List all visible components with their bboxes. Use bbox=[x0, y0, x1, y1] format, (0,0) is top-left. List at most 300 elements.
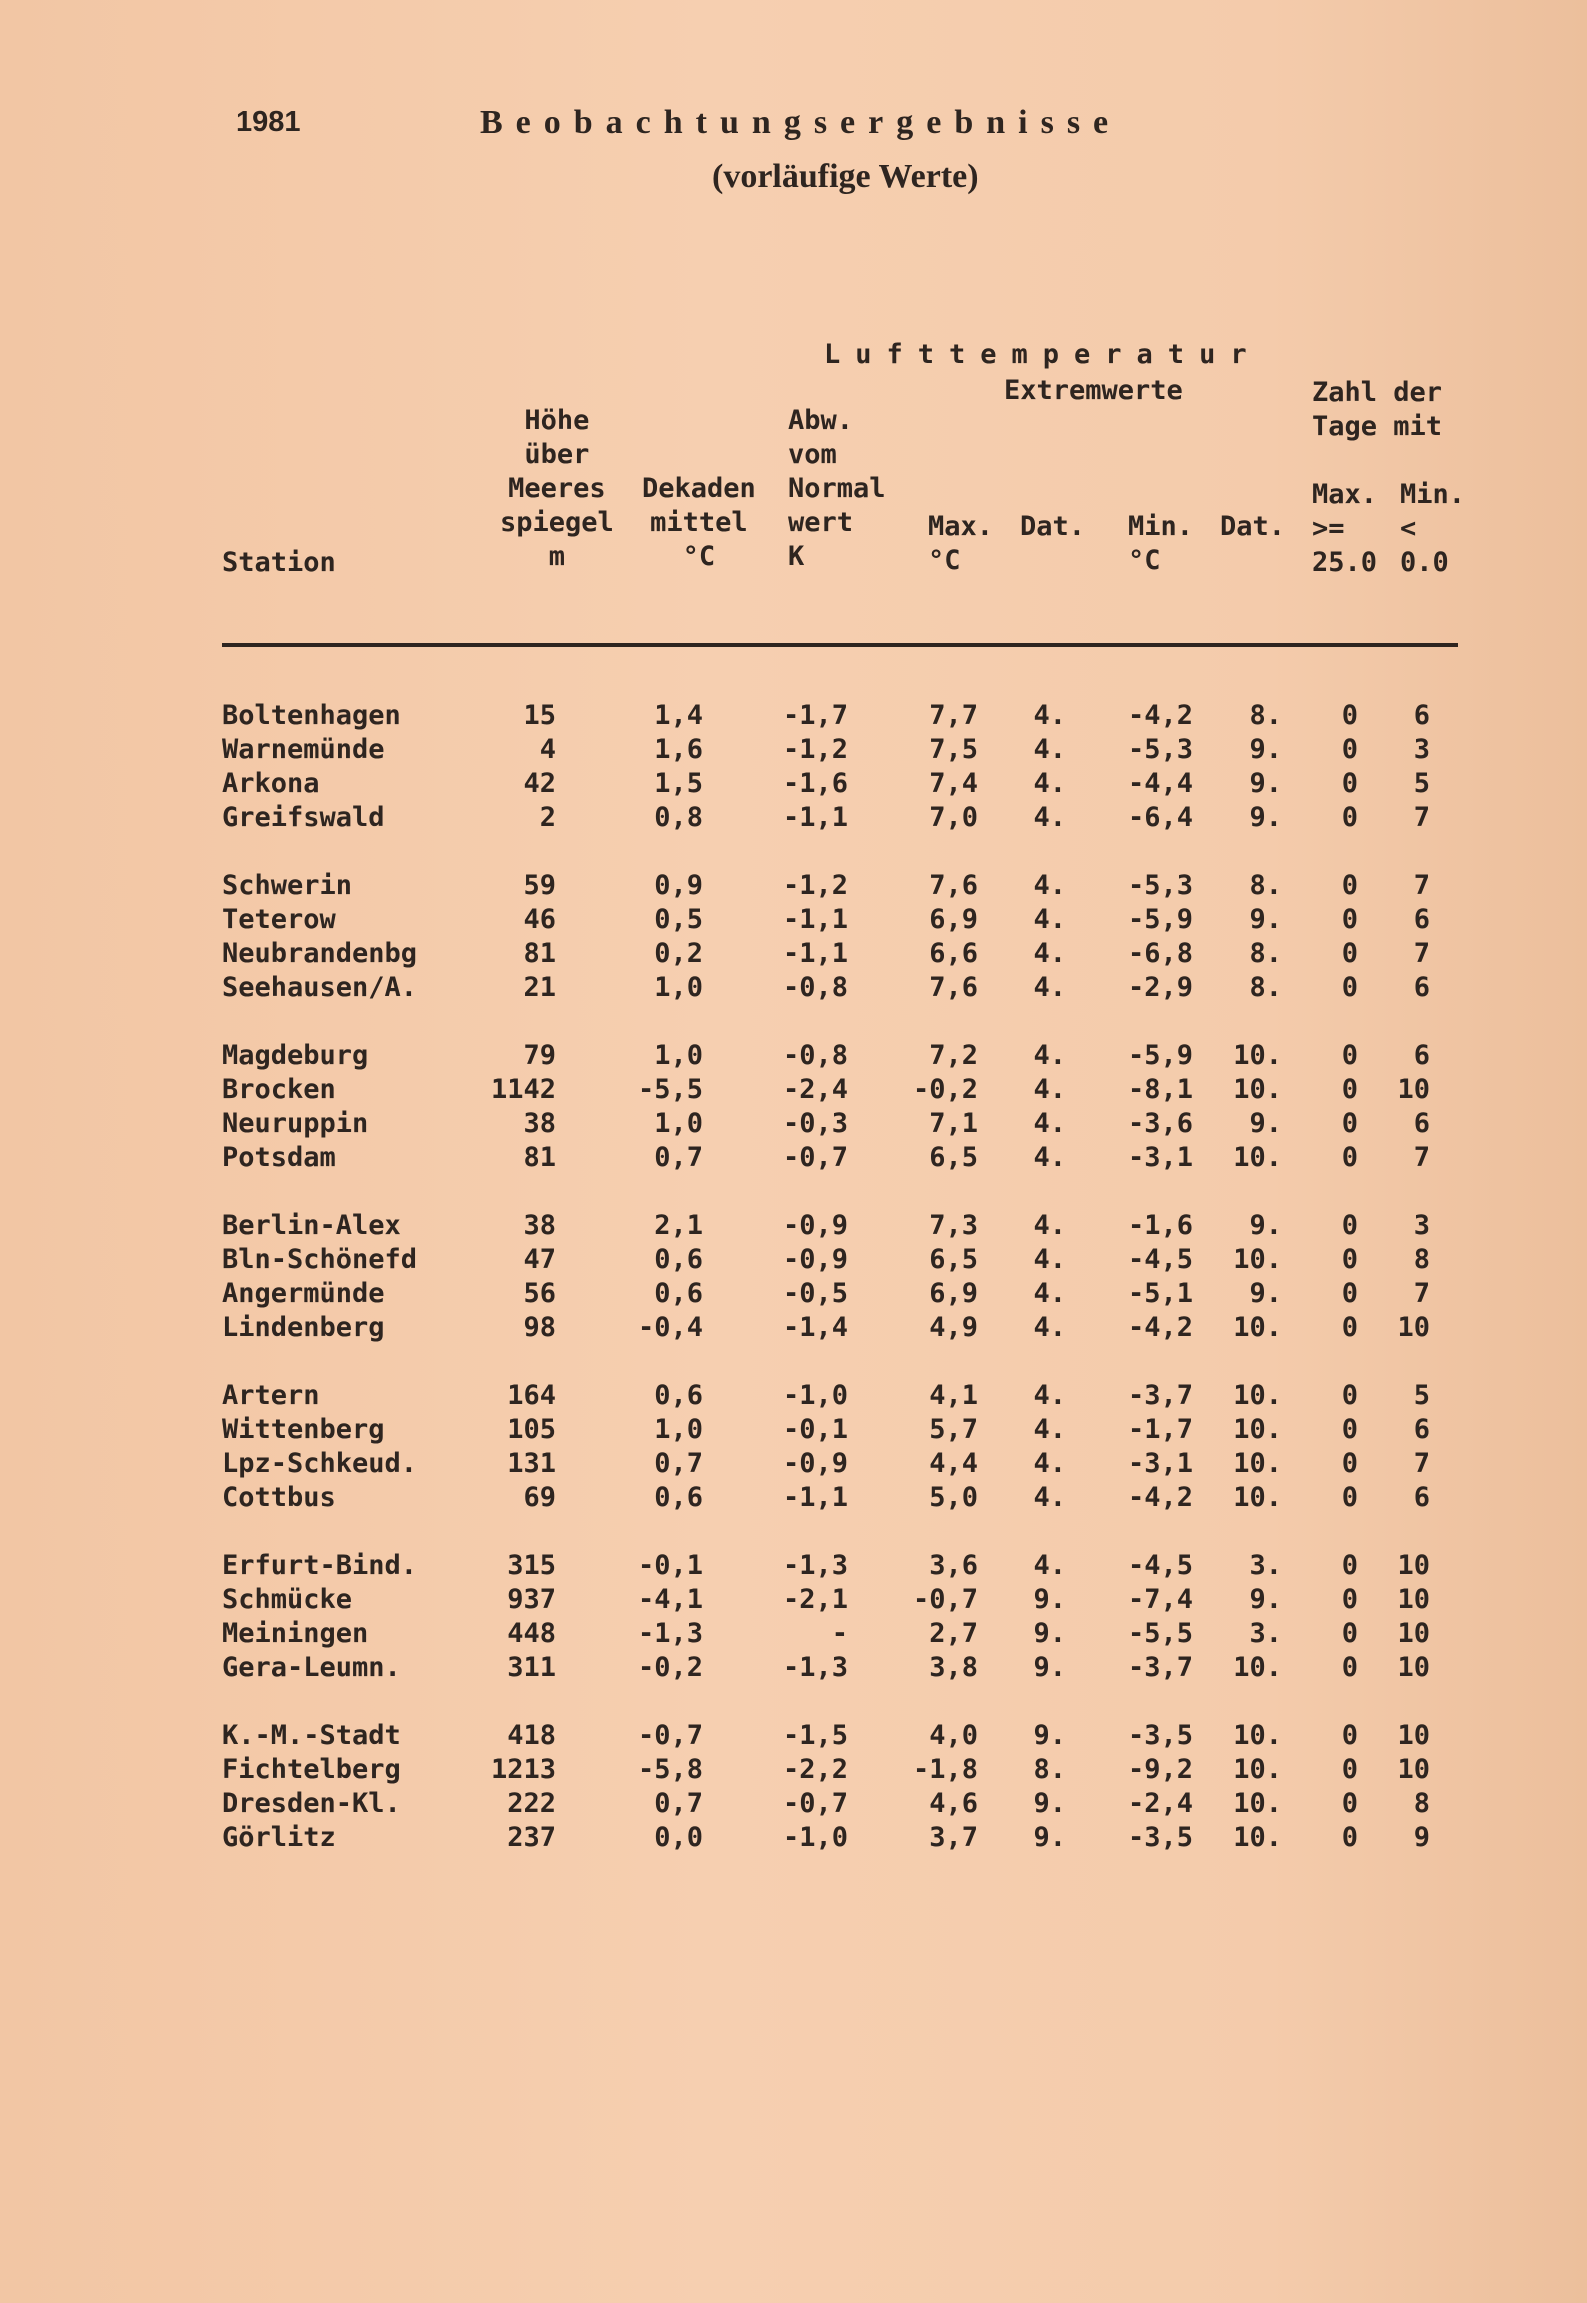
cell-days-max: 0 bbox=[1341, 1278, 1358, 1309]
cell-min-date: 10. bbox=[1233, 1788, 1282, 1819]
cell-max: -0,7 bbox=[912, 1584, 978, 1615]
cell-days-min: 8 bbox=[1413, 1788, 1430, 1819]
cell-days-min: 7 bbox=[1413, 802, 1430, 833]
cell-max-date: 4. bbox=[1033, 1414, 1066, 1445]
cell-station: K.-M.-Stadt bbox=[222, 1720, 401, 1751]
cell-station: Neubrandenbg bbox=[222, 938, 418, 969]
cell-max: 3,7 bbox=[929, 1822, 978, 1853]
cell-mean: 0,6 bbox=[654, 1278, 703, 1309]
cell-max-date: 4. bbox=[1033, 1040, 1066, 1071]
cell-min-date: 8. bbox=[1249, 938, 1282, 969]
cell-dev: -1,3 bbox=[782, 1550, 848, 1581]
cell-max: 7,7 bbox=[929, 700, 978, 731]
cell-days-max: 0 bbox=[1341, 768, 1358, 799]
cell-max-date: 8. bbox=[1033, 1754, 1066, 1785]
cell-mean: -0,1 bbox=[637, 1550, 703, 1581]
cell-max-date: 9. bbox=[1033, 1618, 1066, 1649]
cell-mean: 0,0 bbox=[654, 1822, 703, 1853]
cell-height: 56 bbox=[523, 1278, 556, 1309]
cell-height: 315 bbox=[507, 1550, 556, 1581]
header-hoehe: Höhe über Meeres spiegel m bbox=[500, 405, 614, 572]
cell-min-date: 9. bbox=[1249, 1108, 1282, 1139]
cell-min: -8,1 bbox=[1127, 1074, 1193, 1105]
cell-days-min: 9 bbox=[1413, 1822, 1430, 1853]
cell-days-max: 0 bbox=[1341, 870, 1358, 901]
cell-min: -5,9 bbox=[1127, 1040, 1193, 1071]
cell-max: 4,4 bbox=[929, 1448, 978, 1479]
cell-max: -1,8 bbox=[912, 1754, 978, 1785]
cell-max: 6,5 bbox=[929, 1142, 978, 1173]
cell-mean: -5,5 bbox=[637, 1074, 703, 1105]
cell-days-max: 0 bbox=[1341, 1482, 1358, 1513]
table-row bbox=[0, 1482, 1587, 1516]
cell-station: Lpz-Schkeud. bbox=[222, 1448, 418, 1479]
cell-max-date: 9. bbox=[1033, 1822, 1066, 1853]
table-row bbox=[0, 1754, 1587, 1788]
table-row bbox=[0, 1210, 1587, 1244]
cell-max-date: 4. bbox=[1033, 1482, 1066, 1513]
cell-max: 5,7 bbox=[929, 1414, 978, 1445]
cell-days-max: 0 bbox=[1341, 700, 1358, 731]
cell-max: 7,2 bbox=[929, 1040, 978, 1071]
cell-min-date: 8. bbox=[1249, 700, 1282, 731]
header-abweichung: Abw. vom Normal wert K bbox=[788, 405, 886, 572]
cell-height: 4 bbox=[539, 734, 556, 765]
cell-max: 6,9 bbox=[929, 1278, 978, 1309]
page-title: Beobachtungsergebnisse bbox=[480, 104, 1122, 141]
cell-station: Bln-Schönefd bbox=[222, 1244, 418, 1275]
cell-min: -3,5 bbox=[1127, 1720, 1193, 1751]
cell-dev: -0,8 bbox=[782, 972, 848, 1003]
cell-max-date: 4. bbox=[1033, 1142, 1066, 1173]
cell-height: 448 bbox=[507, 1618, 556, 1649]
cell-days-min: 7 bbox=[1413, 1142, 1430, 1173]
cell-dev: -0,9 bbox=[782, 1244, 848, 1275]
cell-height: 38 bbox=[523, 1210, 556, 1241]
cell-dev: -1,0 bbox=[782, 1822, 848, 1853]
cell-days-min: 10 bbox=[1397, 1550, 1430, 1581]
cell-days-min: 8 bbox=[1413, 1244, 1430, 1275]
cell-min: -5,5 bbox=[1127, 1618, 1193, 1649]
page-year: 1981 bbox=[236, 106, 301, 138]
cell-min-date: 8. bbox=[1249, 870, 1282, 901]
cell-max: -0,2 bbox=[912, 1074, 978, 1105]
cell-station: Schmücke bbox=[222, 1584, 353, 1615]
cell-days-min: 10 bbox=[1397, 1312, 1430, 1343]
cell-mean: 0,8 bbox=[654, 802, 703, 833]
cell-min-date: 9. bbox=[1249, 1584, 1282, 1615]
cell-max-date: 4. bbox=[1033, 802, 1066, 833]
cell-max: 5,0 bbox=[929, 1482, 978, 1513]
cell-days-min: 10 bbox=[1397, 1720, 1430, 1751]
cell-max: 6,9 bbox=[929, 904, 978, 935]
cell-days-min: 6 bbox=[1413, 972, 1430, 1003]
cell-station: Brocken bbox=[222, 1074, 336, 1105]
cell-dev: -0,7 bbox=[782, 1788, 848, 1819]
header-station: Station bbox=[222, 547, 336, 578]
cell-mean: -1,3 bbox=[637, 1618, 703, 1649]
cell-max-date: 9. bbox=[1033, 1584, 1066, 1615]
cell-height: 38 bbox=[523, 1108, 556, 1139]
cell-height: 937 bbox=[507, 1584, 556, 1615]
cell-min: -5,9 bbox=[1127, 904, 1193, 935]
cell-mean: 0,6 bbox=[654, 1244, 703, 1275]
cell-height: 21 bbox=[523, 972, 556, 1003]
cell-days-min: 10 bbox=[1397, 1652, 1430, 1683]
cell-min-date: 8. bbox=[1249, 972, 1282, 1003]
cell-station: Artern bbox=[222, 1380, 320, 1411]
cell-station: Fichtelberg bbox=[222, 1754, 401, 1785]
table-row bbox=[0, 1550, 1587, 1584]
cell-height: 46 bbox=[523, 904, 556, 935]
cell-station: Gera-Leumn. bbox=[222, 1652, 401, 1683]
cell-station: Wittenberg bbox=[222, 1414, 385, 1445]
cell-mean: 1,6 bbox=[654, 734, 703, 765]
cell-station: Neuruppin bbox=[222, 1108, 369, 1139]
cell-max: 7,1 bbox=[929, 1108, 978, 1139]
table-row bbox=[0, 1414, 1587, 1448]
cell-max: 3,6 bbox=[929, 1550, 978, 1581]
cell-min: -1,6 bbox=[1127, 1210, 1193, 1241]
cell-dev: -1,1 bbox=[782, 802, 848, 833]
cell-min-date: 10. bbox=[1233, 1380, 1282, 1411]
cell-max: 7,6 bbox=[929, 972, 978, 1003]
cell-min: -4,2 bbox=[1127, 1312, 1193, 1343]
cell-dev: -1,3 bbox=[782, 1652, 848, 1683]
cell-height: 69 bbox=[523, 1482, 556, 1513]
cell-min: -4,2 bbox=[1127, 700, 1193, 731]
cell-max-date: 4. bbox=[1033, 768, 1066, 799]
cell-days-max: 0 bbox=[1341, 972, 1358, 1003]
cell-days-min: 7 bbox=[1413, 1278, 1430, 1309]
cell-height: 2 bbox=[539, 802, 556, 833]
cell-mean: 2,1 bbox=[654, 1210, 703, 1241]
cell-days-max: 0 bbox=[1341, 1312, 1358, 1343]
cell-max-date: 4. bbox=[1033, 870, 1066, 901]
cell-days-max: 0 bbox=[1341, 1142, 1358, 1173]
cell-mean: 1,0 bbox=[654, 1040, 703, 1071]
cell-max: 7,5 bbox=[929, 734, 978, 765]
cell-height: 98 bbox=[523, 1312, 556, 1343]
cell-height: 1142 bbox=[490, 1074, 556, 1105]
cell-mean: -5,8 bbox=[637, 1754, 703, 1785]
cell-dev: -0,3 bbox=[782, 1108, 848, 1139]
cell-dev: -1,0 bbox=[782, 1380, 848, 1411]
cell-mean: 0,6 bbox=[654, 1482, 703, 1513]
table-row bbox=[0, 1584, 1587, 1618]
cell-max: 4,9 bbox=[929, 1312, 978, 1343]
cell-dev: -1,6 bbox=[782, 768, 848, 799]
cell-mean: 0,7 bbox=[654, 1788, 703, 1819]
cell-min: -4,4 bbox=[1127, 768, 1193, 799]
table-row bbox=[0, 1652, 1587, 1686]
cell-height: 42 bbox=[523, 768, 556, 799]
cell-height: 222 bbox=[507, 1788, 556, 1819]
cell-max-date: 4. bbox=[1033, 1210, 1066, 1241]
cell-mean: 1,5 bbox=[654, 768, 703, 799]
cell-station: Warnemünde bbox=[222, 734, 385, 765]
header-max-dat: Dat. bbox=[1020, 511, 1086, 542]
cell-mean: 1,0 bbox=[654, 1414, 703, 1445]
cell-max-date: 4. bbox=[1033, 1380, 1066, 1411]
cell-min-date: 10. bbox=[1233, 1652, 1282, 1683]
cell-mean: 1,0 bbox=[654, 1108, 703, 1139]
cell-max: 6,6 bbox=[929, 938, 978, 969]
cell-max-date: 4. bbox=[1033, 1312, 1066, 1343]
table-row bbox=[0, 1142, 1587, 1176]
cell-dev: -1,5 bbox=[782, 1720, 848, 1751]
cell-max-date: 4. bbox=[1033, 938, 1066, 969]
table-row bbox=[0, 1822, 1587, 1856]
header-lufttemperatur: Lufttemperatur bbox=[824, 339, 1262, 370]
cell-days-max: 0 bbox=[1341, 1414, 1358, 1445]
cell-dev: -2,1 bbox=[782, 1584, 848, 1615]
cell-min-date: 10. bbox=[1233, 1448, 1282, 1479]
cell-days-min: 6 bbox=[1413, 1108, 1430, 1139]
cell-min-date: 3. bbox=[1249, 1550, 1282, 1581]
cell-days-max: 0 bbox=[1341, 1720, 1358, 1751]
header-extremwerte: Extremwerte bbox=[1004, 375, 1183, 406]
cell-dev: -0,9 bbox=[782, 1210, 848, 1241]
cell-mean: 0,9 bbox=[654, 870, 703, 901]
cell-station: Arkona bbox=[222, 768, 320, 799]
cell-days-min: 6 bbox=[1413, 1040, 1430, 1071]
cell-min: -2,4 bbox=[1127, 1788, 1193, 1819]
cell-dev: -1,7 bbox=[782, 700, 848, 731]
cell-max-date: 4. bbox=[1033, 1278, 1066, 1309]
cell-min-date: 9. bbox=[1249, 768, 1282, 799]
cell-min: -3,1 bbox=[1127, 1448, 1193, 1479]
cell-min: -3,6 bbox=[1127, 1108, 1193, 1139]
cell-max-date: 9. bbox=[1033, 1652, 1066, 1683]
cell-days-max: 0 bbox=[1341, 1380, 1358, 1411]
cell-min: -5,1 bbox=[1127, 1278, 1193, 1309]
cell-min-date: 9. bbox=[1249, 1278, 1282, 1309]
table-row bbox=[0, 1108, 1587, 1142]
cell-days-max: 0 bbox=[1341, 1040, 1358, 1071]
header-zahl-der-tage: Zahl der Tage mit bbox=[1312, 377, 1443, 442]
table-row bbox=[0, 1278, 1587, 1312]
cell-min: -6,8 bbox=[1127, 938, 1193, 969]
table-row bbox=[0, 1040, 1587, 1074]
table-row bbox=[0, 1618, 1587, 1652]
cell-max-date: 4. bbox=[1033, 1108, 1066, 1139]
cell-max: 7,4 bbox=[929, 768, 978, 799]
cell-days-max: 0 bbox=[1341, 904, 1358, 935]
table-row bbox=[0, 904, 1587, 938]
cell-min-date: 10. bbox=[1233, 1822, 1282, 1853]
table-row bbox=[0, 1074, 1587, 1108]
cell-dev: -0,9 bbox=[782, 1448, 848, 1479]
cell-dev: - bbox=[831, 1618, 848, 1649]
table-row bbox=[0, 768, 1587, 802]
cell-days-max: 0 bbox=[1341, 1108, 1358, 1139]
cell-max: 4,1 bbox=[929, 1380, 978, 1411]
cell-days-max: 0 bbox=[1341, 1210, 1358, 1241]
cell-days-max: 0 bbox=[1341, 1754, 1358, 1785]
cell-min-date: 10. bbox=[1233, 1312, 1282, 1343]
cell-height: 59 bbox=[523, 870, 556, 901]
header-rule bbox=[222, 643, 1458, 647]
cell-height: 79 bbox=[523, 1040, 556, 1071]
cell-min: -5,3 bbox=[1127, 870, 1193, 901]
cell-dev: -1,1 bbox=[782, 938, 848, 969]
cell-height: 15 bbox=[523, 700, 556, 731]
cell-station: Schwerin bbox=[222, 870, 353, 901]
cell-mean: 0,7 bbox=[654, 1448, 703, 1479]
cell-days-min: 5 bbox=[1413, 768, 1430, 799]
cell-station: Berlin-Alex bbox=[222, 1210, 401, 1241]
table-row bbox=[0, 1380, 1587, 1414]
cell-max-date: 4. bbox=[1033, 700, 1066, 731]
cell-height: 311 bbox=[507, 1652, 556, 1683]
cell-min-date: 10. bbox=[1233, 1482, 1282, 1513]
cell-station: Cottbus bbox=[222, 1482, 336, 1513]
table-row bbox=[0, 938, 1587, 972]
cell-min-date: 9. bbox=[1249, 802, 1282, 833]
cell-min-date: 10. bbox=[1233, 1720, 1282, 1751]
cell-mean: -4,1 bbox=[637, 1584, 703, 1615]
cell-days-max: 0 bbox=[1341, 1074, 1358, 1105]
cell-min-date: 10. bbox=[1233, 1244, 1282, 1275]
cell-max: 7,0 bbox=[929, 802, 978, 833]
cell-days-max: 0 bbox=[1341, 1618, 1358, 1649]
cell-min-date: 9. bbox=[1249, 904, 1282, 935]
cell-dev: -1,1 bbox=[782, 904, 848, 935]
cell-days-min: 10 bbox=[1397, 1074, 1430, 1105]
cell-max-date: 4. bbox=[1033, 904, 1066, 935]
cell-dev: -0,5 bbox=[782, 1278, 848, 1309]
table-row bbox=[0, 972, 1587, 1006]
cell-station: Seehausen/A. bbox=[222, 972, 418, 1003]
cell-station: Görlitz bbox=[222, 1822, 336, 1853]
cell-days-min: 6 bbox=[1413, 1482, 1430, 1513]
cell-dev: -1,2 bbox=[782, 734, 848, 765]
header-min: Min. °C bbox=[1128, 511, 1194, 576]
cell-days-max: 0 bbox=[1341, 1822, 1358, 1853]
cell-max: 7,3 bbox=[929, 1210, 978, 1241]
cell-max-date: 4. bbox=[1033, 734, 1066, 765]
cell-mean: -0,2 bbox=[637, 1652, 703, 1683]
cell-mean: 1,0 bbox=[654, 972, 703, 1003]
cell-station: Greifswald bbox=[222, 802, 385, 833]
cell-mean: 0,6 bbox=[654, 1380, 703, 1411]
cell-min: -6,4 bbox=[1127, 802, 1193, 833]
page-subtitle: (vorläufige Werte) bbox=[712, 158, 979, 195]
table-row bbox=[0, 734, 1587, 768]
cell-min-date: 10. bbox=[1233, 1754, 1282, 1785]
cell-station: Dresden-Kl. bbox=[222, 1788, 401, 1819]
cell-station: Boltenhagen bbox=[222, 700, 401, 731]
table-row bbox=[0, 700, 1587, 734]
table-row bbox=[0, 1448, 1587, 1482]
cell-max: 7,6 bbox=[929, 870, 978, 901]
header-tage-max: Max. >= 25.0 bbox=[1312, 479, 1378, 578]
cell-min-date: 10. bbox=[1233, 1142, 1282, 1173]
cell-min: -2,9 bbox=[1127, 972, 1193, 1003]
table-row bbox=[0, 1788, 1587, 1822]
cell-station: Erfurt-Bind. bbox=[222, 1550, 418, 1581]
cell-days-min: 6 bbox=[1413, 700, 1430, 731]
cell-dev: -2,2 bbox=[782, 1754, 848, 1785]
cell-days-min: 10 bbox=[1397, 1584, 1430, 1615]
cell-min-date: 3. bbox=[1249, 1618, 1282, 1649]
cell-max: 6,5 bbox=[929, 1244, 978, 1275]
header-min-dat: Dat. bbox=[1220, 511, 1286, 542]
cell-mean: 0,7 bbox=[654, 1142, 703, 1173]
cell-station: Angermünde bbox=[222, 1278, 385, 1309]
cell-days-min: 7 bbox=[1413, 1448, 1430, 1479]
cell-max: 3,8 bbox=[929, 1652, 978, 1683]
cell-station: Teterow bbox=[222, 904, 336, 935]
cell-max-date: 4. bbox=[1033, 1550, 1066, 1581]
cell-mean: 1,4 bbox=[654, 700, 703, 731]
cell-min: -3,7 bbox=[1127, 1380, 1193, 1411]
cell-height: 81 bbox=[523, 938, 556, 969]
cell-station: Magdeburg bbox=[222, 1040, 369, 1071]
cell-dev: -1,4 bbox=[782, 1312, 848, 1343]
cell-days-max: 0 bbox=[1341, 1550, 1358, 1581]
cell-days-min: 7 bbox=[1413, 938, 1430, 969]
cell-max-date: 4. bbox=[1033, 1074, 1066, 1105]
cell-days-max: 0 bbox=[1341, 802, 1358, 833]
cell-dev: -0,1 bbox=[782, 1414, 848, 1445]
cell-days-max: 0 bbox=[1341, 1244, 1358, 1275]
cell-max-date: 4. bbox=[1033, 1244, 1066, 1275]
cell-max: 2,7 bbox=[929, 1618, 978, 1649]
header-dekadenmittel: Dekaden mittel °C bbox=[642, 473, 756, 572]
cell-max-date: 4. bbox=[1033, 972, 1066, 1003]
table-row bbox=[0, 1720, 1587, 1754]
cell-min: -3,7 bbox=[1127, 1652, 1193, 1683]
cell-station: Potsdam bbox=[222, 1142, 336, 1173]
cell-min: -9,2 bbox=[1127, 1754, 1193, 1785]
cell-days-min: 7 bbox=[1413, 870, 1430, 901]
header-tage-min: Min. < 0.0 bbox=[1400, 479, 1466, 578]
cell-days-max: 0 bbox=[1341, 734, 1358, 765]
cell-mean: -0,7 bbox=[637, 1720, 703, 1751]
cell-min-date: 9. bbox=[1249, 734, 1282, 765]
cell-mean: 0,5 bbox=[654, 904, 703, 935]
cell-max-date: 4. bbox=[1033, 1448, 1066, 1479]
cell-height: 237 bbox=[507, 1822, 556, 1853]
cell-min-date: 10. bbox=[1233, 1414, 1282, 1445]
cell-days-min: 3 bbox=[1413, 734, 1430, 765]
cell-min: -3,5 bbox=[1127, 1822, 1193, 1853]
table-row bbox=[0, 1312, 1587, 1346]
cell-dev: -0,7 bbox=[782, 1142, 848, 1173]
header-max: Max. °C bbox=[928, 511, 994, 576]
cell-min-date: 9. bbox=[1249, 1210, 1282, 1241]
cell-days-max: 0 bbox=[1341, 1448, 1358, 1479]
cell-days-min: 10 bbox=[1397, 1754, 1430, 1785]
table-row bbox=[0, 870, 1587, 904]
table-row bbox=[0, 1244, 1587, 1278]
cell-station: Lindenberg bbox=[222, 1312, 385, 1343]
cell-height: 105 bbox=[507, 1414, 556, 1445]
cell-mean: 0,2 bbox=[654, 938, 703, 969]
cell-min: -3,1 bbox=[1127, 1142, 1193, 1173]
cell-min: -1,7 bbox=[1127, 1414, 1193, 1445]
cell-height: 131 bbox=[507, 1448, 556, 1479]
cell-height: 1213 bbox=[490, 1754, 556, 1785]
cell-min: -4,2 bbox=[1127, 1482, 1193, 1513]
cell-days-min: 6 bbox=[1413, 904, 1430, 935]
cell-max: 4,0 bbox=[929, 1720, 978, 1751]
cell-min-date: 10. bbox=[1233, 1040, 1282, 1071]
cell-days-max: 0 bbox=[1341, 1584, 1358, 1615]
cell-days-min: 6 bbox=[1413, 1414, 1430, 1445]
